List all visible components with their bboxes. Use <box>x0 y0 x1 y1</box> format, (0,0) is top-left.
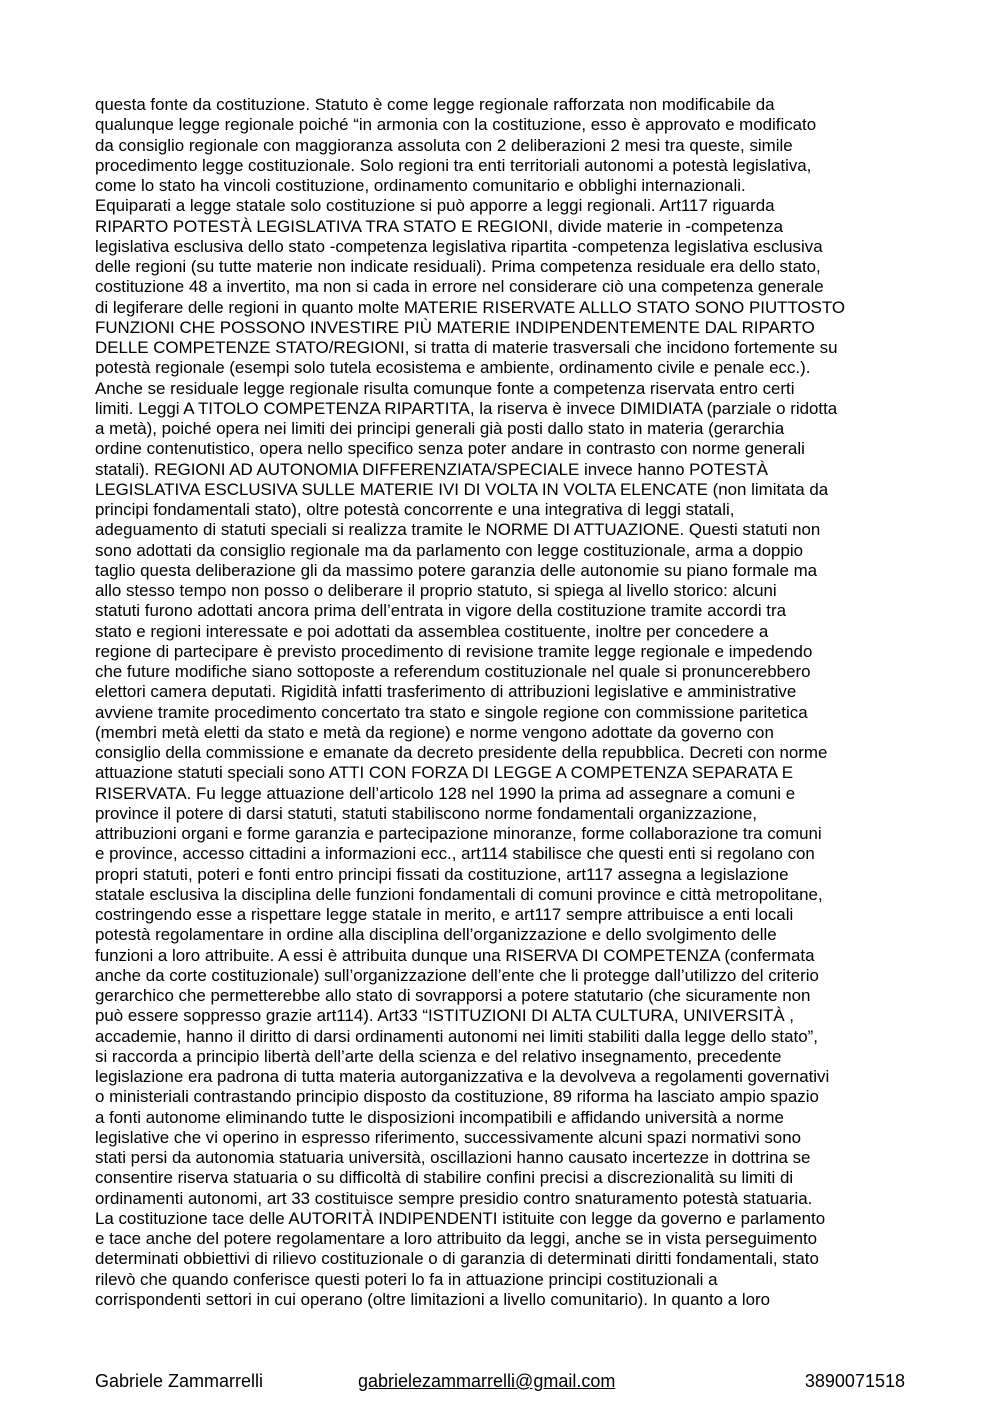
text-line: potestà regolamentare in ordine alla disciplina dell’organizzazione e dello svolgimento delle <box>95 925 777 945</box>
text-line: Equiparati a legge statale solo costituzione si può apporre a leggi regionali. Art117 riguarda <box>95 196 775 216</box>
text-line: di legiferare delle regioni in quanto molte MATERIE RISERVATE ALLLO STATO SONO PIUTTOSTO <box>95 297 846 317</box>
text-line: potestà regionale (esempi solo tutela ecosistema e ambiente, ordinamento civile e penale ecc.). <box>95 358 811 378</box>
text-line: costringendo esse a rispettare legge statale in merito, e art117 sempre attribuisce a enti locali <box>95 905 794 924</box>
text-line: La costituzione tace delle AUTORITÀ INDIPENDENTI istituite con legge da governo e parlamento <box>95 1208 826 1228</box>
text-line: anche da corte costituzionale) sull’organizzazione dell’ente che li protegge dall’utilizzo del criterio <box>95 965 819 985</box>
text-line: si raccorda a principio libertà dell’arte della scienza e del relativo insegnamento, precedente <box>95 1046 782 1066</box>
text-line: e province, accesso cittadini a informazioni ecc., art114 stabilisce che questi enti si regolano con <box>95 844 815 864</box>
text-line: DELLE COMPETENZE STATO/REGIONI, si tratta di materie trasversali che incidono fortemente su <box>95 338 838 357</box>
text-line: a metà), poiché opera nei limiti dei principi generali già posti dallo stato in materia (gerarchia <box>95 419 785 438</box>
text-line: consentire riserva statuaria o su difficoltà di stabilire confini precisi a discrezionalità su limiti di <box>95 1168 794 1188</box>
text-line: principi fondamentali stato), oltre potestà concorrente e una integrativa di leggi statali, <box>95 500 735 519</box>
text-line: limiti. Leggi A TITOLO COMPETENZA RIPARTITA, la riserva è invece DIMIDIATA (parziale o ridotta <box>95 398 838 418</box>
text-line: regione di partecipare è previsto procedimento di revisione tramite legge regionale e impedendo <box>95 641 813 661</box>
text-line: e tace anche del potere regolamentare a loro attribuito da leggi, anche se in vista perseguimento <box>95 1229 818 1248</box>
text-line: statale esclusiva la disciplina delle funzioni fondamentali di comuni province e città metropolitane, <box>95 884 823 904</box>
author-phone: 3890071518 <box>804 1371 905 1391</box>
text-line: Anche se residuale legge regionale risulta comunque fonte a competenza riservata entro certi <box>95 378 795 398</box>
text-line: rilevò che quando conferisce questi poteri lo fa in attuazione principi costituzionali a <box>95 1269 718 1289</box>
text-line: questa fonte da costituzione. Statuto è come legge regionale rafforzata non modificabile da <box>95 95 775 114</box>
text-line: determinati obbiettivi di rilievo costituzionale o di garanzia di determinati diritti fondamentali, stato <box>95 1249 819 1269</box>
text-line: come lo stato ha vincoli costituzione, ordinamento comunitario e obblighi internazionali. <box>95 176 746 195</box>
text-line: può essere soppresso grazie art114). Art33 “ISTITUZIONI DI ALTA CULTURA, UNIVERSITÀ , <box>95 1006 794 1026</box>
text-line: consiglio della commissione e emanate da decreto presidente della repubblica. Decreti con norme <box>95 743 828 762</box>
text-line: ordine contenutistico, opera nello specifico senza poter andare in contrasto con norme generali <box>95 439 805 459</box>
text-line: ordinamenti autonomi, art 33 costituisce sempre presidio contro snaturamento potestà statuaria. <box>95 1188 813 1208</box>
text-line: statali). REGIONI AD AUTONOMIA DIFFERENZIATA/SPECIALE invece hanno POTESTÀ <box>95 459 768 479</box>
text-line: che future modifiche siano sottoposte a referendum costituzionale nel quale si pronuncerebbero <box>95 662 811 681</box>
text-line: elettori camera deputati. Rigidità infatti trasferimento di attribuzioni legislative e amministrative <box>95 682 797 702</box>
text-line: costituzione 48 a invertito, ma non si cada in errore nel considerare ciò una competenza generale <box>95 277 824 297</box>
text-line: RIPARTO POTESTÀ LEGISLATIVA TRA STATO E REGIONI, divide materie in -competenza <box>95 216 784 236</box>
text-line: procedimento legge costituzionale. Solo regioni tra enti territoriali autonomi a potestà legislativa, <box>95 155 812 175</box>
text-line: sono adottati da consiglio regionale ma da parlamento con legge costituzionale, arma a doppio <box>95 540 803 560</box>
page-footer <box>95 1368 905 1394</box>
author-email-link[interactable]: gabrielezammarrelli@gmail.com <box>358 1371 616 1391</box>
text-line: propri statuti, poteri e fonti entro principi fissati da costituzione, art117 assegna a legislazione <box>95 864 789 884</box>
text-line: stati persi da autonomia statuaria università, oscillazioni hanno causato incertezze in dottrina se <box>95 1148 811 1167</box>
text-line: statuti furono adottati ancora prima dell’entrata in vigore della costituzione tramite accordi tra <box>95 601 786 621</box>
text-line: LEGISLATIVA ESCLUSIVA SULLE MATERIE IVI DI VOLTA IN VOLTA ELENCATE (non limitata da <box>95 479 829 499</box>
text-line: da consiglio regionale con maggioranza assoluta con 2 deliberazioni 2 mesi tra queste, simile <box>95 135 793 155</box>
text-line: FUNZIONI CHE POSSONO INVESTIRE PIÙ MATERIE INDIPENDENTEMENTE DAL RIPARTO <box>95 317 815 337</box>
text-line: attuazione statuti speciali sono ATTI CON FORZA DI LEGGE A COMPETENZA SEPARATA E <box>95 763 794 783</box>
author-name: Gabriele Zammarrelli <box>95 1371 264 1391</box>
text-line: (membri metà eletti da stato e metà da regione) e norme vengono adottate da governo con <box>95 722 774 742</box>
text-line: a fonti autonome eliminando tutte le disposizioni incompatibili e affidando università a norme <box>95 1107 784 1127</box>
text-line: adeguamento di statuti speciali si realizza tramite le NORME DI ATTUAZIONE. Questi statuti non <box>95 520 821 540</box>
text-line: legislativa esclusiva dello stato -competenza legislativa ripartita -competenza legislativa esclusiva <box>95 236 823 256</box>
text-line: legislazione era padrona di tutta materia autorganizzativa e la devolveva a regolamenti governativi <box>95 1067 830 1086</box>
text-line: stato e regioni interessate e poi adottati da assemblea costituente, inoltre per concedere a <box>95 621 769 641</box>
document-body <box>95 95 910 1310</box>
text-line: funzioni a loro attribuite. A essi è attribuita dunque una RISERVA DI COMPETENZA (confermata <box>95 945 815 965</box>
text-line: RISERVATA. Fu legge attuazione dell’articolo 128 nel 1990 la prima ad assegnare a comuni e <box>95 783 796 803</box>
text-line: o ministeriali contrastando principio disposto da costituzione, 89 riforma ha lasciato ampio spazio <box>95 1087 819 1107</box>
text-line: province il potere di darsi statuti, statuti stabiliscono norme fondamentali organizzazione, <box>95 803 757 823</box>
text-line: attribuzioni organi e forme garanzia e partecipazione minoranze, forme collaborazione tra comuni <box>95 824 822 843</box>
text-line: accademie, hanno il diritto di darsi ordinamenti autonomi nei limiti stabiliti dalla legge dello stato”, <box>95 1026 818 1046</box>
text-line: corrispondenti settori in cui operano (oltre limitazioni a livello comunitario). In quanto a loro <box>95 1289 771 1309</box>
text-line: legislative che vi operino in espresso riferimento, successivamente alcuni spazi normativi sono <box>95 1127 801 1147</box>
text-line: taglio questa deliberazione gli da massimo potere garanzia delle autonomie su piano formale ma <box>95 560 818 580</box>
text-line: qualunque legge regionale poiché “in armonia con la costituzione, esso è approvato e modificato <box>95 115 817 135</box>
text-line: delle regioni (su tutte materie non indicate residuali). Prima competenza residuale era dello stato, <box>95 257 821 276</box>
text-line: avviene tramite procedimento concertato tra stato e singole regione con commissione paritetica <box>95 702 808 722</box>
text-line: allo stesso tempo non posso o deliberare il proprio statuto, si spiega al livello storico: alcuni <box>95 581 777 600</box>
text-line: gerarchico che permetterebbe allo stato di sovrapporsi a potere statutario (che sicuramente non <box>95 986 811 1005</box>
